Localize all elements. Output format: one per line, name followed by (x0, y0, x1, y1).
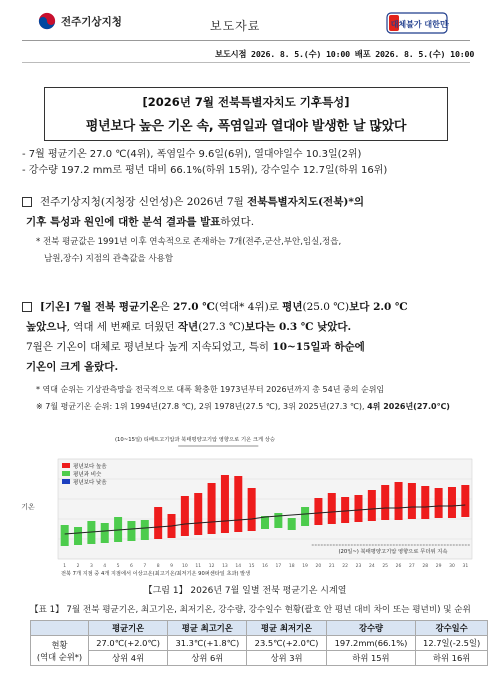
x-tick-label: 27 (409, 564, 415, 569)
bar-day-26 (395, 482, 403, 520)
bar-day-16 (261, 516, 269, 529)
table-header: 평균 최저기온 (247, 621, 326, 636)
x-tick-label: 7 (143, 564, 147, 569)
x-tick-label: 23 (355, 564, 362, 569)
x-tick-label: 20 (315, 564, 322, 569)
table-title: 【표 1】 7월 전북 평균기온, 최고기온, 최저기온, 강수량, 강수일수 현황(괄호 안 평년 대비 차이 또는 평년비) 및 순위 (30, 605, 471, 615)
table-cell: 하위 16위 (416, 651, 488, 666)
table-row (31, 651, 488, 666)
x-tick-label: 10 (182, 564, 188, 569)
x-tick-label: 8 (156, 564, 160, 569)
bar-day-4 (101, 523, 109, 543)
table-header (31, 621, 89, 636)
x-tick-label: 28 (422, 564, 429, 569)
footnote-cont: 남원,장수) 지점의 관측값을 사용함 (44, 254, 174, 264)
x-tick-label: 12 (208, 564, 215, 569)
table-cell: 27.0℃(+2.0℃) (89, 636, 168, 651)
x-tick-label: 11 (195, 564, 202, 569)
legend-swatch (62, 463, 70, 468)
bar-day-2 (74, 527, 82, 545)
x-tick-label: 13 (222, 564, 228, 569)
bar-day-20 (314, 498, 322, 525)
agency-name: 전주기상지청 (61, 15, 122, 28)
table-cell: 하위 15위 (326, 651, 416, 666)
bar-day-18 (288, 518, 296, 530)
taegeuk-icon (38, 12, 56, 30)
bar-day-21 (328, 493, 336, 524)
annotation-3: 전북 7개 지점 중 4개 지점에서 이상고온(최고기온/최저기온 90퍼센타일 초과) 발생 (61, 571, 251, 577)
table-cell: 상위 3위 (247, 651, 326, 666)
bar-day-11 (194, 493, 202, 535)
bar-day-14 (234, 476, 242, 532)
header-rule-2 (22, 62, 470, 63)
release-line: 보도시점 2026. 8. 5.(수) 10:00 배포 2026. 8. 5.(수) 10:00 (215, 49, 475, 59)
x-tick-label: 31 (462, 564, 469, 569)
bar-day-31 (461, 485, 469, 517)
legend-label: 평년과 비슷 (73, 472, 102, 478)
slogan-logo (385, 10, 449, 36)
x-tick-label: 16 (262, 564, 268, 569)
table-header: 강수량 (326, 621, 416, 636)
footnote: * 역대 순위는 기상관측망을 전국적으로 대폭 확충한 1973년부터 2026년까지 총 54년 중의 순위임 (36, 385, 385, 394)
summary-item: - 7월 평균기온 27.0 ℃(4위), 폭염일수 9.6일(6위), 열대야일수 10.3일(2위) (22, 149, 362, 160)
x-tick-label: 2 (76, 564, 80, 569)
bar-day-13 (221, 475, 229, 533)
x-tick-label: 3 (89, 564, 93, 569)
x-tick-label: 18 (288, 564, 295, 569)
summary-item: - 강수량 197.2 mm로 평년 대비 66.1%(하위 15위), 강수일수 12.7일(하위 16위) (22, 165, 388, 176)
table-cell: 23.5℃(+2.0℃) (247, 636, 326, 651)
table-header: 강수일수 (416, 621, 488, 636)
footnote: * 전북 평균값은 1991년 이후 연속적으로 존재하는 7개(전주,군산,부안,임실,정읍, (36, 237, 342, 247)
x-tick-label: 29 (435, 564, 442, 569)
x-tick-label: 26 (395, 564, 402, 569)
x-tick-label: 4 (103, 564, 107, 569)
figure-caption: 【그림 1】 2026년 7월 일별 전북 평균기온 시계열 (143, 586, 347, 596)
table-cell: 197.2mm(66.1%) (326, 636, 416, 651)
title-box (44, 87, 448, 141)
y-axis-label: 기온 (21, 503, 35, 511)
bar-day-23 (354, 495, 362, 522)
doc-type: 보도자료 (210, 19, 261, 33)
bar-day-28 (421, 486, 429, 519)
summary (22, 147, 387, 179)
x-tick-label: 6 (130, 564, 133, 569)
x-tick-label: 22 (342, 564, 348, 569)
row-label: 현황 (역대 순위*) (31, 636, 89, 666)
bar-day-7 (141, 520, 149, 540)
x-tick-label: 17 (275, 564, 282, 569)
x-tick-label: 21 (328, 564, 335, 569)
table-cell: 31.3℃(+1.8℃) (168, 636, 247, 651)
rank-note: ※ 7월 평균기온 순위: 1위 1994년(27.8 ℃), 2위 1978년(27.5 ℃), 3위 2025년(27.3 ℃), 4위 2026년(27.0℃) (36, 402, 450, 411)
bar-day-25 (381, 485, 389, 520)
bar-day-19 (301, 507, 309, 526)
table-cell: 12.7일(-2.5일) (416, 636, 488, 651)
bar-day-12 (208, 483, 216, 534)
table-cell: 상위 4위 (89, 651, 168, 666)
x-tick-label: 5 (116, 564, 120, 569)
table-header: 평균 최고기온 (168, 621, 247, 636)
legend-swatch (62, 479, 70, 484)
table-header-row (31, 621, 488, 636)
legend-label: 평년보다 높음 (73, 464, 107, 470)
stats-table (30, 620, 488, 666)
paragraph-temperature: [기온] 7월 전북 평균기온은 27.0 ℃(역대* 4위)로 평년(25.0 ℃)보다 2.0 ℃ 높았으나, 역대 세 번째로 더웠던 작년(27.3 ℃)보다는 0.3 ℃ 낮았다. 7월은 기온이 대체로 평년보다 높게 지속되었고, 특히 10~15일과 하순에 기온이 크게 올랐다. * 역대 순위는 기상관측망을 전국적으로 대폭 확충한 1973년부터 2026년까지 총 54년 중의 순위임 ※ 7월 평균기온 순위: 1위 1994년(27.8 ℃), 2위 1978년(27.5 ℃), 3위 2025년(27.3 ℃), 4위 2026년(27.0℃) (22, 297, 472, 415)
legend-label: 평년보다 낮음 (73, 480, 107, 486)
title-line-1: [2026년 7월 전북특별자치도 기후특성] (142, 95, 350, 109)
annotation-2: (20일~) 북태평양고기압 영향으로 무더위 지속 (338, 549, 448, 555)
bullet-square-icon (22, 197, 32, 207)
bar-day-30 (448, 487, 456, 518)
bar-day-15 (248, 488, 256, 531)
annotation-1: (10~15일) 티베트고기압과 북태평양고기압 영향으로 기온 크게 상승 (114, 437, 276, 443)
table-header: 평균기온 (89, 621, 168, 636)
bar-day-10 (181, 496, 189, 536)
x-tick-label: 1 (63, 564, 67, 569)
x-tick-label: 14 (235, 564, 242, 569)
legend-swatch (62, 471, 70, 476)
x-tick-label: 15 (248, 564, 255, 569)
table-row (31, 636, 488, 651)
bullet-square-icon (22, 302, 32, 312)
table-cell: 상위 6위 (168, 651, 247, 666)
x-tick-label: 30 (449, 564, 455, 569)
x-tick-label: 9 (170, 564, 173, 569)
title-line-2: 평년보다 높은 기온 속, 폭염일과 열대야 발생한 날 많았다 (85, 119, 407, 134)
x-tick-label: 19 (302, 564, 308, 569)
bar-day-1 (61, 525, 69, 546)
bar-day-27 (408, 483, 416, 519)
bar-day-22 (341, 497, 349, 523)
slogan-text: 대체불가 대한민국 (390, 20, 449, 29)
x-tick-label: 25 (382, 564, 389, 569)
header-rule (22, 40, 470, 41)
bar-day-8 (154, 507, 162, 539)
bar-day-29 (435, 488, 443, 518)
bar-day-17 (274, 513, 282, 528)
x-tick-label: 24 (368, 564, 375, 569)
agency-logo (38, 12, 122, 30)
paragraph-intro: 전주기상지청(지청장 신언성)은 2026년 7월 전북특별자치도(전북)*의 기후 특성과 원인에 대한 분석 결과를 발표하였다. * 전북 평균값은 1991년 이후 연속적으로 존재하는 7개(전주,군산,부안,임실,정읍, 남원,장수) 지점의 관측값을 사용함 (22, 192, 472, 268)
bar-day-6 (127, 521, 135, 541)
daily-temperature-chart (20, 431, 480, 581)
bar-day-24 (368, 490, 376, 521)
